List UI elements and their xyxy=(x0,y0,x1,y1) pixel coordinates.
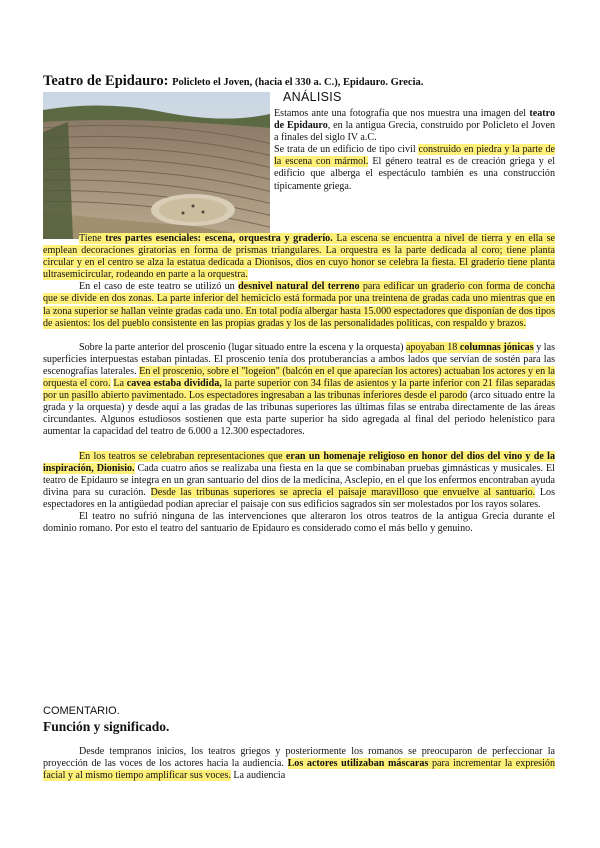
paragraph-religious: En los teatros se celebraban representaciones que eran un homenaje religioso en honor del dios del vino y de la inspiración, Dionisio. Cada cuatro años se realizaba una fiesta en la que se combinaban pruebas gimnásticas y musicales. El teatro de Epidauro se integra en un gran santuario del dios de la medicina, Asclepio, en el que los enfermos encontraban ayuda divina para su curación. Desde las tribunas superiores se aprecia el paisaje maravilloso que envuelve al santuario. Los espectadores en la antigüedad podían apreciar el paisaje con sus edificios sagrados sin ser molestados por los rayos solares. xyxy=(43,450,556,510)
title-subtitle: Policleto el Joven, (hacia el 330 a. C.), Epidauro. Grecia. xyxy=(172,77,424,88)
paragraph-terrain: En el caso de este teatro se utilizó un desnivel natural del terreno para edificar un graderío con forma de concha que se divide en dos zonas. La parte inferior del hemiciclo está formada por una treintena de gradas cada uno mientras que en la zona superior se hallan veinte gradas cada uno. En total podía albergar hasta 15.000 espectadores que disponían de dos tipos de asientos: los del pueblo consistente en las propias gradas y los de las personalidades políticas, con respaldo y brazos. xyxy=(43,281,555,329)
document-title xyxy=(43,72,555,92)
document-page xyxy=(43,72,556,782)
comment-body xyxy=(43,736,555,792)
paragraph-masks: Desde tempranos inicios, los teatros griegos y posteriormente los romanos se preocuparon de perfeccionar la proyección de las voces de los actores hacia la audiencia. Los actores utilizaban máscaras para incrementar la expresión facial y al mismo tiempo amplificar sus voces. La audiencia xyxy=(43,746,556,782)
analysis-heading: ANÁLISIS xyxy=(283,90,342,104)
paragraph-intro-2: Se trata de un edificio de tipo civil construido en piedra y la parte de la escena con mármol. El género teatral es de creación griega y el edificio que alberga el espectáculo también es una construcción típicamente griega. xyxy=(274,144,556,192)
analysis-body xyxy=(43,233,555,535)
paragraph-intro-1: Estamos ante una fotografía que nos muestra una imagen del teatro de Epidauro, en la antigua Grecia, construido por Policleto el Joven a finales del siglo IV a.C. xyxy=(274,108,556,144)
comment-heading: COMENTARIO. xyxy=(43,705,120,717)
function-heading: Función y significado. xyxy=(43,719,170,734)
paragraph-proscenium: Sobre la parte anterior del proscenio (lugar situado entre la escena y la orquesta) apoyaban 18 columnas jónicas y las superficies interpuestas estaban pintadas. El proscenio tenía dos protuberancias a ambos lados que servían de sostén para las escenografías laterales. En el proscenio, sobre el "logeion" (balcón en el que aparecían los actores) actuaban los actores y en la orquesta el coro. La cavea estaba dividida, la parte superior con 34 filas de asientos y la parte inferior con 21 filas separadas por un pasillo abierto pavimentado. Los espectadores ingresaban a las tribunas inferiores desde el parodo (arco situado entre la grada y la orquesta) y desde aquí a las gradas de las tribunas superiores las últimas filas se entraba directamente de las áreas circundantes. Algunos estudiosos sostienen que esta parte superior ha sido agregada al final del periodo helenístico para aumentar la capacidad del teatro de 6.000 a 12.300 espectadores. xyxy=(43,341,556,438)
theatre-illustration xyxy=(43,92,270,239)
title-main: Teatro de Epidauro: xyxy=(43,73,169,89)
theatre-photo xyxy=(43,92,270,239)
paragraph-parts: Tiene tres partes esenciales: escena, orquestra y graderío. La escena se encuentra a nivel de tierra y en ella se emplean decoraciones giratorias en forma de prismas triangulares. La orquestra es la parte dedicada al coro; tiene planta circular y en el centro se alza la estatua dedicada a Dionisos, dios en cuyo honor se celebra la fiesta. El graderío tiene planta ultrasemicircular, rodeando en parte a la orquestra. xyxy=(43,233,555,281)
intro-paragraphs xyxy=(274,108,555,193)
paragraph-roman: El teatro no sufrió ninguna de las intervenciones que alteraron los otros teatros de la antigua Grecia durante el dominio romano. Por esto el teatro del santuario de Epidauro es considerado como el más bello y genuino. xyxy=(43,510,555,535)
